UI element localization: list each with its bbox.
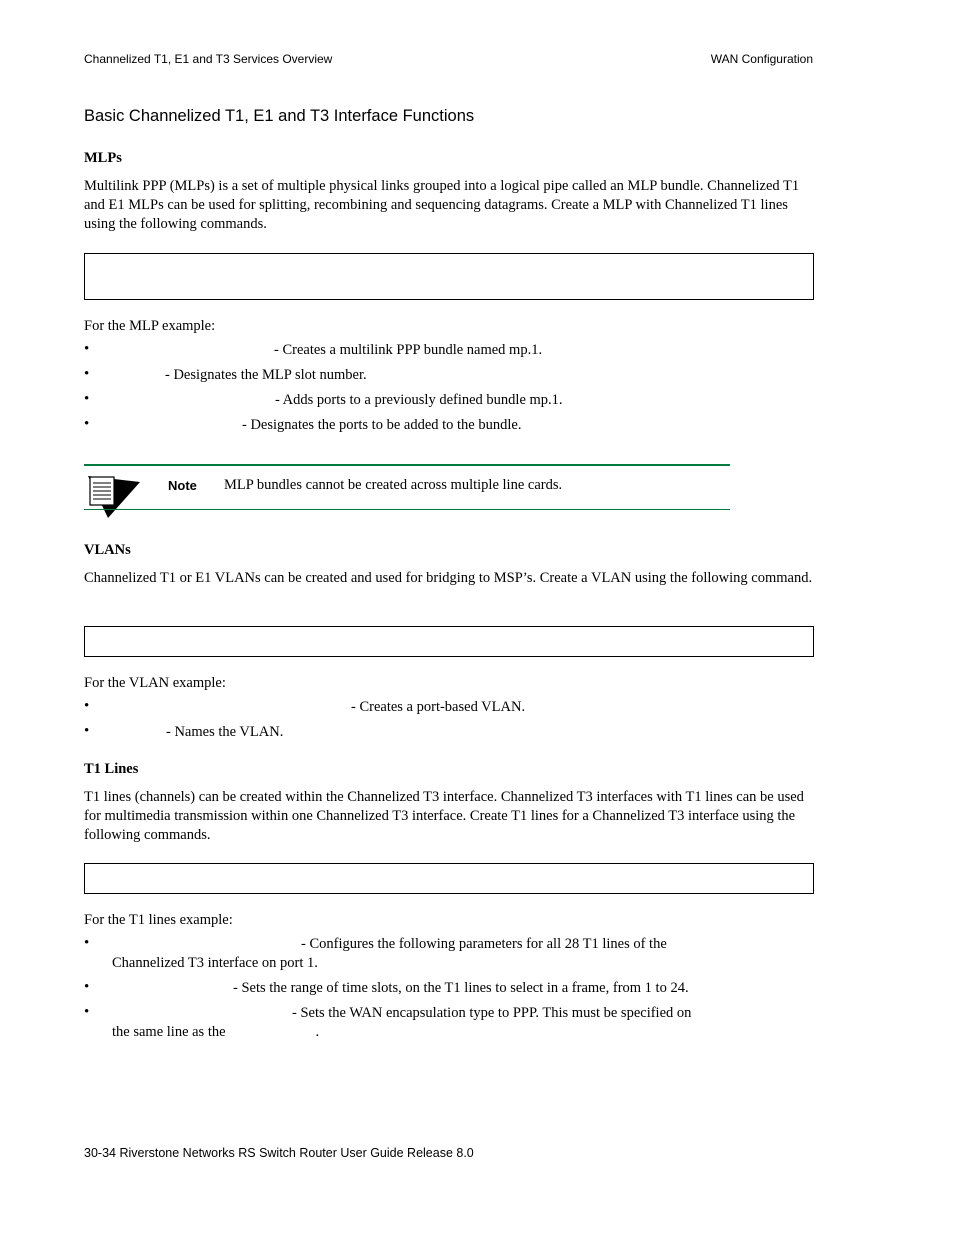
mlps-example-lead: For the MLP example: xyxy=(84,318,216,334)
mlps-bullet-2-text: - Designates the MLP slot number. xyxy=(165,367,367,383)
section-title: Basic Channelized T1, E1 and T3 Interface Functions xyxy=(84,107,475,125)
bullet-dot: • xyxy=(84,416,90,432)
vlans-example-lead: For the VLAN example: xyxy=(84,675,226,691)
bullet-dot: • xyxy=(84,723,90,739)
bullet-dot: • xyxy=(84,1004,90,1020)
bullet-dot: • xyxy=(84,391,90,407)
bullet-dot: • xyxy=(84,698,90,714)
mlps-bullet-4-text: - Designates the ports to be added to the bundle. xyxy=(242,417,522,433)
vlans-bullet-1-text: - Creates a port-based VLAN. xyxy=(351,699,526,715)
mlps-paragraph: Multilink PPP (MLPs) is a set of multiple physical links grouped into a logical pipe called an MLP bundle. Channelized T1 and E1 MLPs can be used for splitting, recombining and sequencing datagrams. Create a MLP with Channelized T1 lines using the following commands. xyxy=(84,178,800,232)
note-text: MLP bundles cannot be created across multiple line cards. xyxy=(224,477,563,493)
vlans-bullet-2-text: - Names the VLAN. xyxy=(166,724,284,740)
mlps-command-box xyxy=(84,253,814,300)
t1-paragraph: T1 lines (channels) can be created within the Channelized T3 interface. Channelized T3 interfaces with T1 lines can be used for multimedia transmission within one Channelized T3 interface. Create T1 lines for a Channelized T3 interface using the following commands. xyxy=(84,789,804,843)
t1-heading: T1 Lines xyxy=(84,761,139,777)
page-footer: 30-34 Riverstone Networks RS Switch Router User Guide Release 8.0 xyxy=(84,1146,474,1160)
t1-bullet-3-text-end: . xyxy=(315,1024,320,1040)
note-top-rule xyxy=(84,464,730,466)
note-icon xyxy=(86,474,142,520)
mlps-heading: MLPs xyxy=(84,150,122,166)
t1-bullet-1-text: - Configures the following parameters for all 28 T1 lines of the Channelized T3 interface on port 1. xyxy=(112,936,667,971)
t1-bullet-3-text: - Sets the WAN encapsulation type to PPP. This must be specified on xyxy=(292,1005,692,1021)
t1-bullet-2-text: - Sets the range of time slots, on the T1 lines to select in a frame, from 1 to 24. xyxy=(233,980,689,996)
t1-command-box xyxy=(84,863,814,894)
bullet-dot: • xyxy=(84,366,90,382)
t1-example-lead: For the T1 lines example: xyxy=(84,912,233,928)
bullet-dot: • xyxy=(84,979,90,995)
bullet-dot: • xyxy=(84,935,90,951)
vlans-paragraph: Channelized T1 or E1 VLANs can be created and used for bridging to MSP’s. Create a VLAN using the following command. xyxy=(84,570,813,586)
t1-bullet-3-text-cont: the same line as the xyxy=(112,1024,226,1040)
mlps-bullet-3-text: - Adds ports to a previously defined bundle mp.1. xyxy=(275,392,563,408)
vlans-heading: VLANs xyxy=(84,542,131,558)
running-header-left: Channelized T1, E1 and T3 Services Overview xyxy=(84,52,333,66)
running-header-right: WAN Configuration xyxy=(710,52,813,66)
mlps-bullet-1-text: - Creates a multilink PPP bundle named mp.1. xyxy=(274,342,543,358)
note-label: Note xyxy=(168,478,197,493)
vlans-command-box xyxy=(84,626,814,657)
bullet-dot: • xyxy=(84,341,90,357)
note-bottom-rule xyxy=(84,509,730,510)
